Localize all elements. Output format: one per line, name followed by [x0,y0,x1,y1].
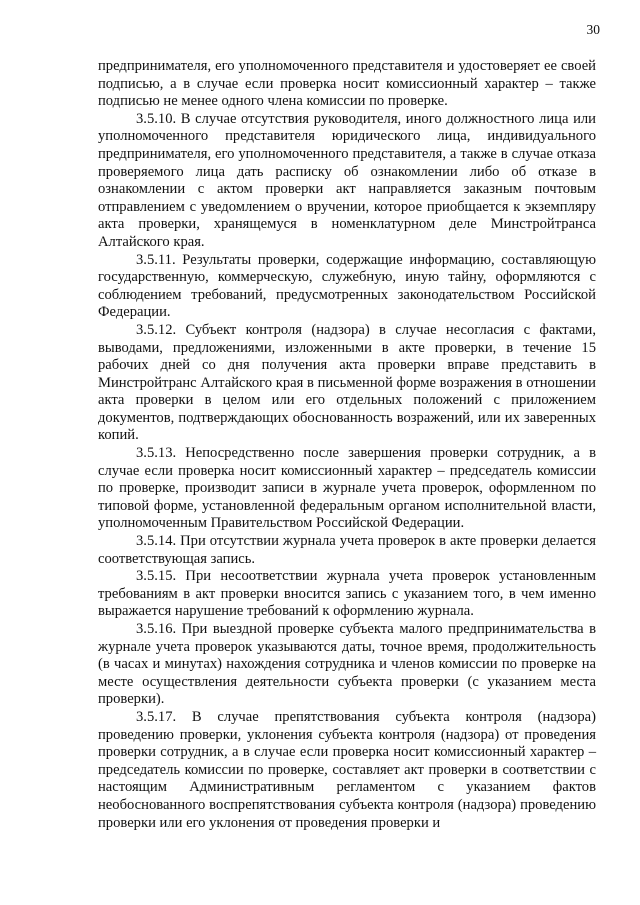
paragraph-3-5-12: 3.5.12. Субъект контроля (надзора) в случае несогласия с фактами, выводами, предложениями, изложенными в акте проверки, в течение 15 рабочих дней со дня получения акта проверки вправе представить в Минстройтранс Алтайского края в письменной форме возражения в отношении акта проверки в целом или его отдельных положений с приложением документов, подтверждающих обоснованность возражений, или их заверенных копий. [98,321,596,444]
document-body [98,58,596,832]
paragraph-3-5-11: 3.5.11. Результаты проверки, содержащие информацию, составляющую государственную, коммерческую, служебную, иную тайну, оформляются с соблюдением требований, предусмотренных законодательством Российской Федерации. [98,251,596,321]
page-number: 30 [586,22,600,37]
paragraph-3-5-17: 3.5.17. В случае препятствования субъекта контроля (надзора) проведению проверки, уклонения субъекта контроля (надзора) от проведения проверки сотрудник, а в случае если проверка носит комиссионный характер – председатель комиссии по проверке, составляет акт проверки в соответствии с настоящим Административным регламентом с указанием фактов необоснованного воспрепятствования субъекта контроля (надзора) проведению проверки или его уклонения от проведения проверки и [98,708,596,831]
paragraph-3-5-14: 3.5.14. При отсутствии журнала учета проверок в акте проверки делается соответствующая запись. [98,533,596,567]
paragraph-3-5-13: 3.5.13. Непосредственно после завершения проверки сотрудник, а в случае если проверка носит комиссионный характер – председатель комиссии по проверке, производит записи в журнале учета проверок, оформленном по типовой форме, установленной федеральным органом исполнительной власти, уполномоченным Правительством Российской Федерации. [98,445,596,532]
paragraph-3-5-10: 3.5.10. В случае отсутствия руководителя, иного должностного лица или уполномоченного представителя юридического лица, индивидуального предпринимателя, его уполномоченного представителя, а также в случае отказа проверяемого лица дать расписку об ознакомлении либо об отказе в ознакомлении с актом проверки акт направляется заказным почтовым отправлением с уведомлением о вручении, которое приобщается к экземпляру акта проверки, хранящемуся в номенклатурном деле Минстройтранса Алтайского края. [98,110,596,250]
paragraph-continuation: предпринимателя, его уполномоченного представителя и удостоверяет ее своей подписью, а в случае если проверка носит комиссионный характер – также подписью не менее одного члена комиссии по проверке. [98,58,596,110]
paragraph-3-5-16: 3.5.16. При выездной проверке субъекта малого предпринимательства в журнале учета проверок указываются даты, точное время, продолжительность (в часах и минутах) нахождения сотрудника и членов комиссии по проверке на месте осуществления деятельности субъекта проверки (с указанием места проверки). [98,621,596,708]
paragraph-3-5-15: 3.5.15. При несоответствии журнала учета проверок установленным требованиям в акт проверки вносится запись с указанием того, в чем именно выражается нарушение требований к оформлению журнала. [98,568,596,620]
